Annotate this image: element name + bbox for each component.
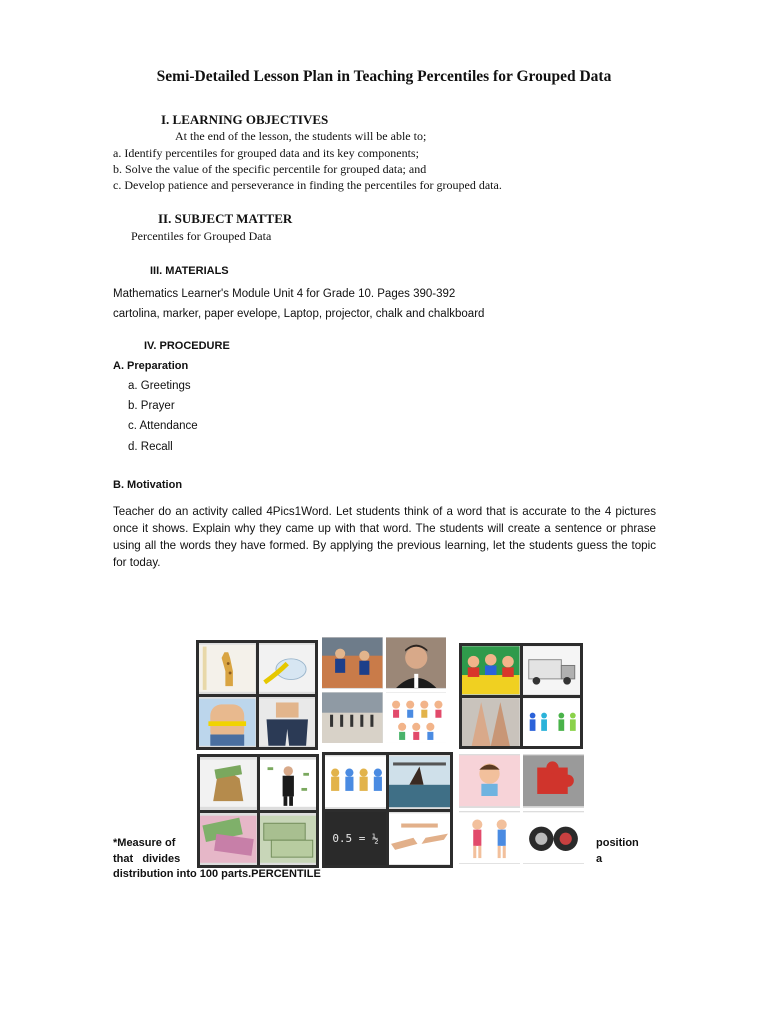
sinking-ship-image — [389, 755, 450, 809]
chalkboard-math-image — [325, 812, 386, 866]
hands-image — [462, 698, 520, 747]
preparation-heading: A. Preparation — [113, 360, 189, 372]
preparation-item: d. Recall — [128, 441, 173, 453]
paper-chain-image — [325, 755, 386, 809]
businessman-image — [260, 757, 317, 810]
waist-measure-image — [199, 697, 256, 748]
objective-item: a. Identify percentiles for grouped data and its key components; — [113, 146, 419, 160]
objectives-intro: At the end of the lesson, the students will be able to; — [175, 129, 427, 143]
euro-notes-image — [200, 813, 257, 866]
subject-matter-heading: II. SUBJECT MATTER — [158, 211, 293, 226]
footnote-left-1: *Measure of — [113, 837, 176, 849]
footnote-right-1: position — [596, 837, 639, 849]
puzzle-piece-image — [523, 754, 584, 808]
objective-item: c. Develop patience and perseverance in finding the percentiles for grouped data. — [113, 178, 502, 192]
procedure-heading: IV. PROCEDURE — [144, 340, 230, 352]
preparation-item: c. Attendance — [128, 420, 198, 432]
measuring-tape-image — [259, 643, 316, 694]
truck-image — [523, 646, 581, 695]
puzzle-rank-grid — [322, 637, 446, 743]
footnote-right-2: a — [596, 853, 603, 865]
preparation-item: b. Prayer — [128, 400, 175, 412]
objectives-heading: I. LEARNING OBJECTIVES — [161, 112, 329, 127]
cartoon-baby-image — [459, 754, 520, 808]
volleyball-players-image — [322, 637, 383, 689]
puzzle-money-grid — [197, 754, 319, 868]
people-figures-image — [523, 698, 581, 747]
page-title: Semi-Detailed Lesson Plan in Teaching Percentiles for Grouped Data — [156, 68, 612, 85]
preparation-item: a. Greetings — [128, 380, 191, 392]
puzzle-divide-grid — [322, 752, 453, 868]
car-parts-image — [523, 811, 584, 865]
materials-line: cartolina, marker, paper evelope, Laptop, projector, chalk and chalkboard — [113, 308, 485, 320]
materials-line: Mathematics Learner's Module Unit 4 for Grade 10. Pages 390-392 — [113, 288, 456, 300]
reaching-hands-image — [389, 812, 450, 866]
cartoon-kids-image — [386, 692, 447, 744]
dollar-bills-image — [260, 813, 317, 866]
puzzle-parts-grid — [459, 754, 584, 864]
portrait-image — [386, 637, 447, 689]
body-parts-chart-image — [459, 811, 520, 865]
motivation-paragraph: Teacher do an activity called 4Pics1Word. Let students think of a word that is accurate to the 4 pictures once it shows. Explain why they came up with that word. The students will create a sentence or phrase using all the words they have formed. By applying the previous learning, let the students guess the topic for today. — [113, 505, 656, 569]
jeans-image — [259, 697, 316, 748]
objective-item: b. Solve the value of the specific percentile for grouped data; and — [113, 162, 427, 176]
money-bag-image — [200, 757, 257, 810]
subject-matter-text: Percentiles for Grouped Data — [131, 229, 272, 243]
motivation-heading: B. Motivation — [113, 479, 183, 491]
puzzle-height-grid — [196, 640, 318, 750]
giraffe-image — [199, 643, 256, 694]
crowd-image — [462, 646, 520, 695]
chalkboard-math-text: 0.5 = ½ — [332, 831, 379, 845]
puzzle-distribution-grid — [459, 643, 583, 749]
gym-line-image — [322, 692, 383, 744]
footnote-left-2: that divides — [113, 853, 181, 865]
footnote-line-3: distribution into 100 parts.PERCENTILE — [113, 868, 321, 880]
materials-heading: III. MATERIALS — [150, 265, 229, 277]
